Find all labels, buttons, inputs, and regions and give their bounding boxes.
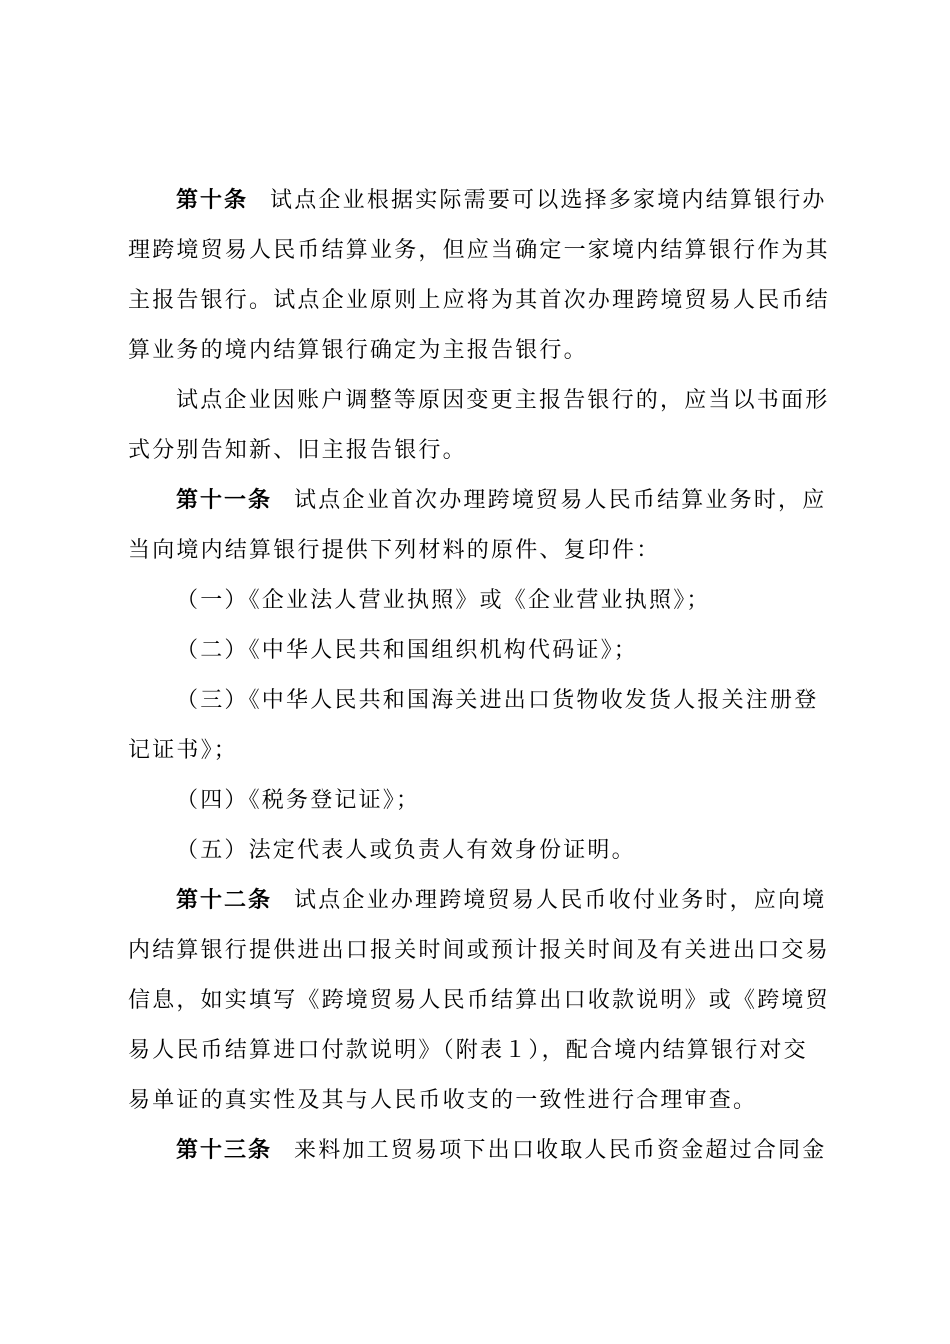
paragraph-line: 易人民币结算进口付款说明》（附表１），配合境内结算银行对交: [128, 1038, 808, 1063]
article-10-line-1: [176, 186, 827, 216]
paragraph-line: 信息，如实填写《跨境贸易人民币结算出口收款说明》或《跨境贸: [128, 988, 830, 1013]
list-item-3-continued: 记证书》；: [128, 738, 239, 763]
paragraph-text: 试点企业首次办理跨境贸易人民币结算业务时，应: [294, 488, 827, 513]
list-item-3: （三）《中华人民共和国海关进出口货物收发货人报关注册登: [176, 688, 819, 713]
article-10-title: 第十条: [176, 188, 249, 213]
article-11-title: 第十一条: [176, 488, 273, 513]
list-item-5: （五）法定代表人或负责人有效身份证明。: [176, 838, 636, 863]
article-13-line-1: [176, 1136, 826, 1166]
list-item-2: （二）《中华人民共和国组织机构代码证》；: [176, 638, 639, 663]
paragraph-line: 式分别告知新、旧主报告银行。: [128, 438, 467, 463]
article-13-title: 第十三条: [176, 1138, 273, 1163]
article-10-line-2: 理跨境贸易人民币结算业务，但应当确定一家境内结算银行作为其: [128, 238, 830, 263]
paragraph-line: 易单证的真实性及其与人民币收支的一致性进行合理审查。: [128, 1088, 758, 1113]
paragraph-text: 试点企业根据实际需要可以选择多家境内结算银行办: [270, 188, 827, 213]
paragraph-text: 来料加工贸易项下出口收取人民币资金超过合同金: [294, 1138, 827, 1163]
article-10-line-4: 算业务的境内结算银行确定为主报告银行。: [128, 338, 588, 363]
article-12-line-1: [176, 886, 826, 916]
article-11-line-1: [176, 486, 826, 516]
paragraph-line: 试点企业因账户调整等原因变更主报告银行的，应当以书面形: [176, 388, 830, 413]
paragraph-text: 试点企业办理跨境贸易人民币收付业务时，应向境: [294, 888, 827, 913]
paragraph-line: 内结算银行提供进出口报关时间或预计报关时间及有关进出口交易: [128, 938, 830, 963]
article-10-line-3: 主报告银行。试点企业原则上应将为其首次办理跨境贸易人民币结: [128, 288, 830, 313]
article-12-title: 第十二条: [176, 888, 273, 913]
list-item-1: （一）《企业法人营业执照》或《企业营业执照》；: [176, 588, 711, 613]
paragraph-line: 当向境内结算银行提供下列材料的原件、复印件：: [128, 538, 661, 563]
list-item-4: （四）《税务登记证》；: [176, 788, 421, 813]
